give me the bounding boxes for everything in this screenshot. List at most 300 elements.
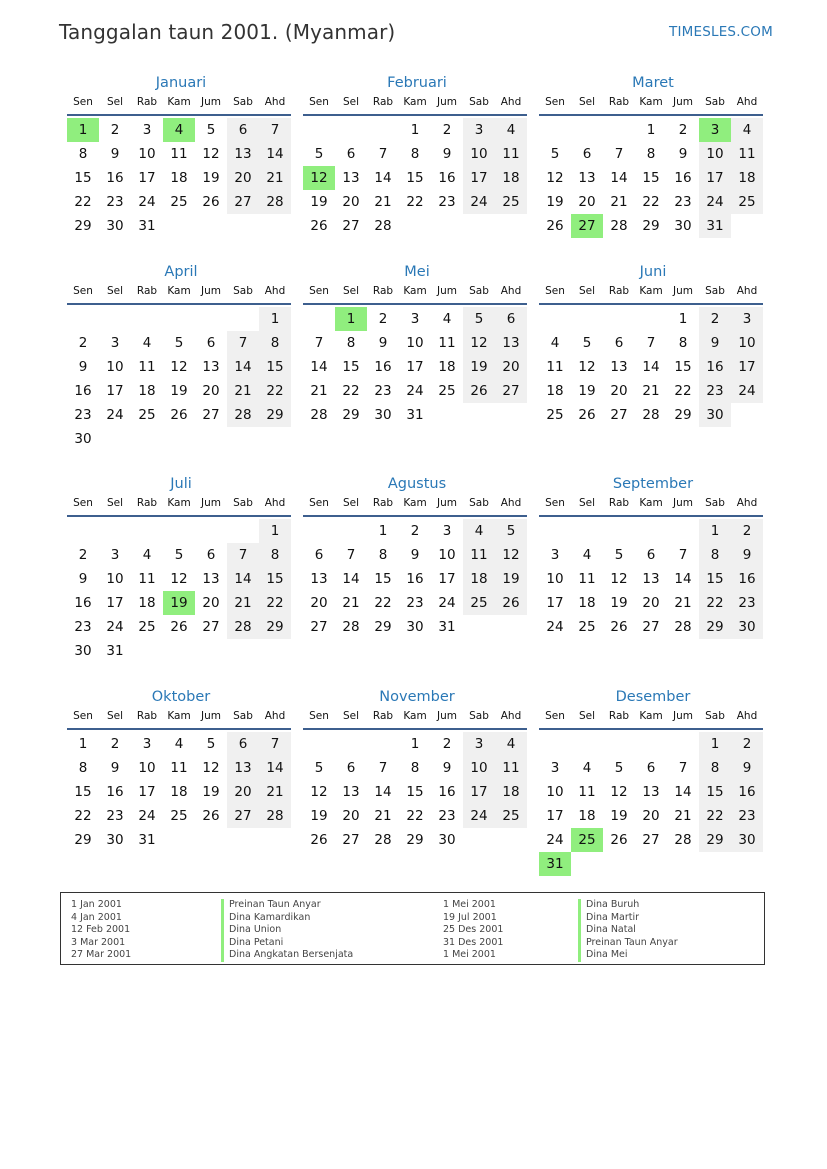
day-cell: 15	[74, 784, 92, 800]
empty-cell	[67, 519, 99, 543]
day-cell: 3	[550, 547, 560, 563]
day-cell: 24	[546, 832, 564, 848]
weekday-label: Rab	[136, 497, 158, 509]
day-cell: 26	[578, 407, 596, 423]
day-cell: 8	[699, 543, 731, 567]
day-cell: 26	[310, 832, 328, 848]
day-cell: 21	[674, 595, 692, 611]
empty-cell	[603, 307, 635, 331]
day-cell: 18	[578, 808, 596, 824]
day-cell: 9	[410, 547, 420, 563]
day-cell: 11	[138, 571, 156, 587]
day-cell: 5	[495, 519, 527, 543]
day-cell: 29	[642, 218, 660, 234]
day-cell: 13	[342, 170, 360, 186]
empty-cell	[571, 519, 603, 543]
weekday-label: Rab	[372, 285, 394, 297]
empty-cell	[131, 307, 163, 331]
weekday-label: Rab	[136, 96, 158, 108]
day-cell: 12	[170, 571, 188, 587]
weekday-label: Rab	[608, 96, 630, 108]
brand-link[interactable]: TIMESLES.COM	[669, 24, 773, 40]
day-cell: 1	[78, 736, 88, 752]
month-block	[539, 72, 763, 238]
empty-cell	[335, 519, 367, 543]
day-cell: 11	[463, 543, 495, 567]
day-cell: 13	[202, 571, 220, 587]
day-cell: 17	[138, 784, 156, 800]
day-cell: 21	[227, 591, 259, 615]
day-cell: 11	[578, 571, 596, 587]
weekday-label: Ahd	[736, 285, 758, 297]
empty-cell	[303, 732, 335, 756]
day-cell: 4	[463, 519, 495, 543]
weekday-label: Ahd	[736, 96, 758, 108]
day-cell: 29	[674, 407, 692, 423]
day-cell: 2	[442, 122, 452, 138]
day-cell: 28	[342, 619, 360, 635]
weekday-label: Jum	[437, 96, 457, 108]
day-cell: 23	[74, 407, 92, 423]
day-grid	[67, 517, 291, 663]
day-cell: 7	[227, 331, 259, 355]
weekday-label: Jum	[673, 710, 693, 722]
weekday-label: Sen	[73, 285, 93, 297]
day-cell: 28	[374, 218, 392, 234]
day-cell: 16	[438, 170, 456, 186]
day-cell: 19	[170, 383, 188, 399]
empty-cell	[303, 519, 335, 543]
day-cell: 21	[259, 780, 291, 804]
legend-dates-col-2	[443, 899, 503, 962]
weekday-label: Sel	[342, 96, 360, 108]
day-cell: 2	[678, 122, 688, 138]
weekday-label: Sen	[545, 285, 565, 297]
day-cell: 24	[138, 808, 156, 824]
day-cell: 7	[678, 760, 688, 776]
day-cell: 18	[546, 383, 564, 399]
weekday-label: Sel	[342, 710, 360, 722]
day-cell: 23	[106, 808, 124, 824]
day-cell: 25	[495, 804, 527, 828]
legend-date: 1 Jan 2001	[71, 899, 122, 910]
holiday-day-cell: 3	[699, 118, 731, 142]
month-block	[67, 686, 291, 852]
weekday-label: Rab	[372, 710, 394, 722]
day-cell: 2	[410, 523, 420, 539]
weekday-label: Sel	[578, 497, 596, 509]
day-cell: 20	[342, 194, 360, 210]
day-cell: 30	[731, 615, 763, 639]
day-cell: 15	[259, 567, 291, 591]
day-cell: 18	[463, 567, 495, 591]
legend-holiday-name: Preinan Taun Anyar	[221, 899, 353, 912]
day-cell: 16	[374, 359, 392, 375]
weekday-label: Sen	[309, 497, 329, 509]
day-cell: 1	[678, 311, 688, 327]
day-cell: 13	[202, 359, 220, 375]
month-name: Februari	[387, 75, 447, 91]
weekday-label: Sen	[545, 96, 565, 108]
legend-holiday-name: Dina Angkatan Bersenjata	[221, 949, 353, 962]
day-cell: 20	[310, 595, 328, 611]
weekday-label: Rab	[136, 285, 158, 297]
day-cell: 13	[610, 359, 628, 375]
day-cell: 25	[463, 591, 495, 615]
day-cell: 10	[106, 359, 124, 375]
day-cell: 23	[731, 591, 763, 615]
day-cell: 9	[731, 756, 763, 780]
day-cell: 20	[610, 383, 628, 399]
legend-date: 3 Mar 2001	[71, 936, 126, 948]
empty-cell	[367, 732, 399, 756]
day-cell: 29	[342, 407, 360, 423]
day-cell: 22	[259, 591, 291, 615]
day-grid	[303, 730, 527, 852]
day-cell: 6	[227, 118, 259, 142]
day-grid	[539, 116, 763, 238]
day-cell: 16	[74, 383, 92, 399]
day-cell: 8	[78, 146, 88, 162]
day-cell: 14	[310, 359, 328, 375]
weekday-label: Sab	[705, 96, 725, 108]
weekday-label: Sen	[73, 497, 93, 509]
day-cell: 12	[202, 146, 220, 162]
day-cell: 28	[227, 403, 259, 427]
empty-cell	[635, 307, 667, 331]
day-cell: 3	[731, 307, 763, 331]
weekday-header	[539, 283, 763, 305]
day-cell: 10	[106, 571, 124, 587]
day-cell: 6	[227, 732, 259, 756]
day-cell: 16	[406, 571, 424, 587]
weekday-header	[303, 708, 527, 730]
day-cell: 27	[310, 619, 328, 635]
day-cell: 19	[610, 808, 628, 824]
day-cell: 6	[314, 547, 324, 563]
day-cell: 17	[699, 166, 731, 190]
day-cell: 24	[138, 194, 156, 210]
day-cell: 29	[74, 832, 92, 848]
month-name: Agustus	[387, 476, 447, 492]
day-cell: 30	[674, 218, 692, 234]
day-cell: 29	[74, 218, 92, 234]
month-block	[67, 72, 291, 238]
day-cell: 8	[678, 335, 688, 351]
empty-cell	[571, 118, 603, 142]
day-cell: 19	[202, 784, 220, 800]
day-cell: 9	[731, 543, 763, 567]
empty-cell	[571, 307, 603, 331]
day-cell: 7	[646, 335, 656, 351]
day-cell: 23	[406, 595, 424, 611]
day-cell: 20	[202, 595, 220, 611]
day-cell: 27	[642, 832, 660, 848]
legend-holiday-name: Dina Buruh	[578, 899, 678, 912]
day-cell: 9	[78, 359, 88, 375]
day-cell: 21	[674, 808, 692, 824]
day-cell: 2	[78, 547, 88, 563]
weekday-label: Sab	[705, 497, 725, 509]
day-cell: 25	[438, 383, 456, 399]
day-cell: 19	[610, 595, 628, 611]
day-cell: 8	[259, 331, 291, 355]
day-cell: 12	[610, 571, 628, 587]
day-cell: 18	[438, 359, 456, 375]
day-cell: 4	[495, 118, 527, 142]
empty-cell	[163, 519, 195, 543]
day-cell: 27	[342, 218, 360, 234]
day-cell: 24	[546, 619, 564, 635]
day-cell: 13	[227, 756, 259, 780]
day-cell: 1	[646, 122, 656, 138]
day-cell: 27	[642, 619, 660, 635]
empty-cell	[67, 307, 99, 331]
legend-holiday-name: Dina Natal	[578, 924, 678, 937]
day-cell: 17	[546, 595, 564, 611]
weekday-label: Kam	[639, 285, 663, 297]
day-cell: 15	[342, 359, 360, 375]
empty-cell	[99, 519, 131, 543]
weekday-label: Kam	[403, 96, 427, 108]
day-cell: 3	[550, 760, 560, 776]
day-cell: 2	[699, 307, 731, 331]
day-cell: 25	[170, 808, 188, 824]
month-name: Januari	[155, 75, 207, 91]
day-cell: 20	[342, 808, 360, 824]
day-cell: 4	[142, 547, 152, 563]
day-cell: 26	[463, 379, 495, 403]
day-cell: 23	[438, 194, 456, 210]
day-cell: 9	[699, 331, 731, 355]
weekday-label: Jum	[437, 285, 457, 297]
day-cell: 26	[495, 591, 527, 615]
day-cell: 1	[410, 122, 420, 138]
legend-holiday-name: Preinan Taun Anyar	[578, 937, 678, 950]
weekday-label: Rab	[372, 497, 394, 509]
day-cell: 16	[674, 170, 692, 186]
legend-date: 19 Jul 2001	[443, 911, 497, 923]
weekday-label: Jum	[201, 497, 221, 509]
day-cell: 11	[578, 784, 596, 800]
day-cell: 16	[731, 567, 763, 591]
day-cell: 10	[438, 547, 456, 563]
day-cell: 17	[463, 780, 495, 804]
day-cell: 4	[582, 547, 592, 563]
day-cell: 26	[202, 194, 220, 210]
weekday-label: Sen	[73, 710, 93, 722]
day-cell: 12	[610, 784, 628, 800]
day-cell: 4	[495, 732, 527, 756]
day-cell: 25	[138, 407, 156, 423]
day-cell: 3	[442, 523, 452, 539]
day-cell: 25	[495, 190, 527, 214]
weekday-label: Sab	[705, 285, 725, 297]
empty-cell	[603, 118, 635, 142]
day-cell: 26	[310, 218, 328, 234]
day-cell: 5	[206, 736, 216, 752]
day-cell: 12	[202, 760, 220, 776]
day-cell: 16	[731, 780, 763, 804]
empty-cell	[227, 519, 259, 543]
day-cell: 25	[138, 619, 156, 635]
day-cell: 18	[495, 166, 527, 190]
empty-cell	[163, 307, 195, 331]
weekday-header	[539, 708, 763, 730]
day-cell: 21	[259, 166, 291, 190]
day-cell: 10	[138, 146, 156, 162]
weekday-label: Jum	[201, 710, 221, 722]
day-cell: 10	[699, 142, 731, 166]
day-cell: 10	[546, 571, 564, 587]
day-cell: 11	[138, 359, 156, 375]
day-cell: 31	[699, 214, 731, 238]
day-cell: 29	[259, 615, 291, 639]
empty-cell	[603, 732, 635, 756]
legend-names-col-1	[221, 899, 353, 962]
day-cell: 9	[78, 571, 88, 587]
day-cell: 2	[442, 736, 452, 752]
day-cell: 21	[342, 595, 360, 611]
day-cell: 6	[346, 146, 356, 162]
weekday-label: Sab	[233, 285, 253, 297]
weekday-label: Kam	[167, 497, 191, 509]
day-cell: 30	[699, 403, 731, 427]
day-cell: 5	[314, 760, 324, 776]
weekday-label: Rab	[608, 710, 630, 722]
day-cell: 9	[442, 760, 452, 776]
day-cell: 21	[374, 194, 392, 210]
day-cell: 4	[731, 118, 763, 142]
empty-cell	[303, 307, 335, 331]
legend-date: 1 Mei 2001	[443, 949, 496, 961]
weekday-label: Sel	[342, 285, 360, 297]
day-cell: 16	[699, 355, 731, 379]
legend-holiday-name: Dina Mei	[578, 949, 678, 962]
day-cell: 5	[550, 146, 560, 162]
day-cell: 23	[106, 194, 124, 210]
weekday-header	[303, 495, 527, 517]
day-cell: 25	[731, 190, 763, 214]
day-cell: 1	[699, 732, 731, 756]
day-cell: 15	[406, 170, 424, 186]
empty-cell	[195, 519, 227, 543]
day-cell: 2	[110, 736, 120, 752]
weekday-header	[539, 495, 763, 517]
day-cell: 29	[374, 619, 392, 635]
empty-cell	[539, 307, 571, 331]
day-cell: 6	[346, 760, 356, 776]
weekday-label: Kam	[167, 285, 191, 297]
empty-cell	[667, 732, 699, 756]
day-cell: 24	[699, 190, 731, 214]
weekday-label: Sab	[233, 96, 253, 108]
day-cell: 17	[406, 359, 424, 375]
month-block	[539, 261, 763, 427]
day-cell: 23	[74, 619, 92, 635]
weekday-label: Rab	[136, 710, 158, 722]
day-cell: 19	[310, 194, 328, 210]
day-cell: 5	[582, 335, 592, 351]
empty-cell	[195, 307, 227, 331]
day-cell: 3	[463, 118, 495, 142]
day-cell: 13	[342, 784, 360, 800]
day-cell: 18	[578, 595, 596, 611]
day-cell: 13	[642, 784, 660, 800]
day-cell: 22	[259, 379, 291, 403]
month-name: Desember	[615, 689, 691, 705]
page-title: Tanggalan taun 2001. (Myanmar)	[59, 20, 396, 44]
day-cell: 9	[110, 760, 120, 776]
weekday-label: Sen	[73, 96, 93, 108]
day-grid	[303, 305, 527, 427]
legend-holiday-name: Dina Martir	[578, 912, 678, 925]
day-cell: 28	[674, 832, 692, 848]
day-cell: 6	[646, 760, 656, 776]
month-block	[67, 473, 291, 663]
day-cell: 29	[699, 615, 731, 639]
day-cell: 5	[174, 335, 184, 351]
day-grid	[303, 116, 527, 238]
day-cell: 5	[463, 307, 495, 331]
day-cell: 6	[614, 335, 624, 351]
month-name: April	[164, 264, 198, 280]
day-cell: 15	[642, 170, 660, 186]
day-cell: 3	[410, 311, 420, 327]
empty-cell	[99, 307, 131, 331]
day-cell: 24	[106, 619, 124, 635]
day-cell: 24	[106, 407, 124, 423]
legend-holiday-name: Dina Kamardikan	[221, 912, 353, 925]
month-block	[303, 72, 527, 238]
month-name: Oktober	[151, 689, 211, 705]
day-cell: 15	[699, 567, 731, 591]
day-cell: 1	[259, 307, 291, 331]
day-cell: 21	[374, 808, 392, 824]
day-cell: 30	[74, 431, 92, 447]
day-cell: 31	[438, 619, 456, 635]
weekday-label: Jum	[673, 285, 693, 297]
day-cell: 28	[259, 804, 291, 828]
day-cell: 24	[438, 595, 456, 611]
day-cell: 6	[206, 547, 216, 563]
day-cell: 7	[378, 146, 388, 162]
day-cell: 14	[227, 355, 259, 379]
weekday-label: Sab	[233, 497, 253, 509]
day-cell: 12	[463, 331, 495, 355]
day-cell: 1	[259, 519, 291, 543]
day-cell: 29	[406, 832, 424, 848]
weekday-label: Sel	[106, 96, 124, 108]
day-cell: 22	[406, 194, 424, 210]
day-cell: 30	[731, 828, 763, 852]
day-cell: 3	[463, 732, 495, 756]
day-cell: 26	[610, 619, 628, 635]
day-cell: 14	[374, 784, 392, 800]
weekday-label: Ahd	[264, 497, 286, 509]
month-name: November	[379, 689, 455, 705]
day-cell: 15	[674, 359, 692, 375]
day-cell: 6	[582, 146, 592, 162]
day-cell: 1	[699, 519, 731, 543]
legend-holiday-name: Dina Union	[221, 924, 353, 937]
weekday-label: Ahd	[500, 497, 522, 509]
empty-cell	[227, 307, 259, 331]
day-cell: 27	[342, 832, 360, 848]
weekday-label: Sel	[578, 710, 596, 722]
day-cell: 16	[438, 784, 456, 800]
day-cell: 3	[142, 122, 152, 138]
